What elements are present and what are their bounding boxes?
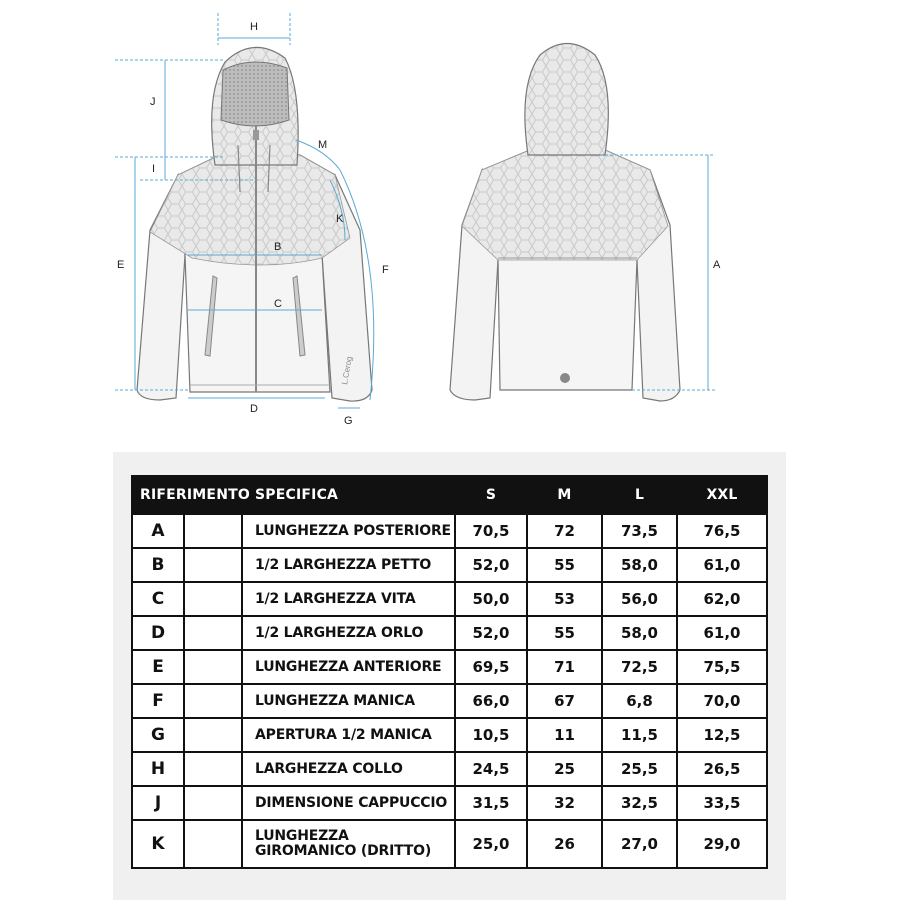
row-spacer	[184, 752, 242, 786]
row-spec	[242, 820, 455, 868]
row-spacer	[184, 548, 242, 582]
back-logo	[560, 373, 570, 383]
cell-l: 73,5	[602, 514, 677, 548]
header-size-l: L	[602, 476, 677, 514]
front-hood-opening	[221, 62, 289, 126]
row-spec: LUNGHEZZA POSTERIORE	[242, 514, 455, 548]
row-spec-line: GIROMANICO (DRITTO)	[255, 843, 432, 859]
table-row	[132, 752, 767, 786]
cell-m: 32	[527, 786, 602, 820]
cell-m: 53	[527, 582, 602, 616]
cell-s: 52,0	[455, 548, 527, 582]
cell-m: 11	[527, 718, 602, 752]
table-row	[132, 514, 767, 548]
cell-m: 72	[527, 514, 602, 548]
label-f: F	[382, 264, 389, 276]
row-spacer	[184, 582, 242, 616]
row-ref: C	[132, 582, 184, 616]
cell-s: 70,5	[455, 514, 527, 548]
row-spacer	[184, 786, 242, 820]
cell-l: 6,8	[602, 684, 677, 718]
row-spacer	[184, 684, 242, 718]
cell-l: 58,0	[602, 548, 677, 582]
label-m: M	[318, 139, 328, 151]
back-yoke	[462, 150, 668, 260]
header-size-xxl: XXL	[677, 476, 767, 514]
label-c: C	[274, 298, 282, 310]
size-chart-table	[131, 475, 768, 869]
label-j: J	[150, 96, 156, 108]
cell-xxl: 62,0	[677, 582, 767, 616]
row-spacer	[184, 820, 242, 868]
cell-xxl: 61,0	[677, 616, 767, 650]
brand-text: L.Cerog	[340, 355, 354, 386]
row-spec: 1/2 LARGHEZZA ORLO	[242, 616, 455, 650]
label-d: D	[250, 403, 258, 415]
table-row	[132, 718, 767, 752]
row-ref: K	[132, 820, 184, 868]
cell-l: 56,0	[602, 582, 677, 616]
row-ref: E	[132, 650, 184, 684]
cell-xxl: 26,5	[677, 752, 767, 786]
label-e: E	[117, 259, 125, 271]
cell-s: 69,5	[455, 650, 527, 684]
row-spec: LARGHEZZA COLLO	[242, 752, 455, 786]
cell-l: 58,0	[602, 616, 677, 650]
table-row	[132, 786, 767, 820]
row-ref: A	[132, 514, 184, 548]
cell-s: 31,5	[455, 786, 527, 820]
table-row	[132, 820, 767, 868]
cell-l: 25,5	[602, 752, 677, 786]
size-chart-panel	[113, 452, 786, 900]
cell-s: 10,5	[455, 718, 527, 752]
cell-xxl: 70,0	[677, 684, 767, 718]
cell-m: 26	[527, 820, 602, 868]
row-spec: DIMENSIONE CAPPUCCIO	[242, 786, 455, 820]
header-size-s: S	[455, 476, 527, 514]
label-b: B	[274, 241, 282, 253]
row-ref: G	[132, 718, 184, 752]
cell-m: 55	[527, 616, 602, 650]
label-h: H	[250, 21, 258, 33]
cell-l: 27,0	[602, 820, 677, 868]
label-g: G	[344, 415, 353, 427]
back-hood	[525, 44, 608, 156]
row-ref: H	[132, 752, 184, 786]
table-row	[132, 616, 767, 650]
cell-xxl: 61,0	[677, 548, 767, 582]
header-size-m: M	[527, 476, 602, 514]
cell-xxl: 76,5	[677, 514, 767, 548]
table-row	[132, 650, 767, 684]
label-k: K	[336, 213, 344, 225]
row-ref: B	[132, 548, 184, 582]
row-spec: 1/2 LARGHEZZA PETTO	[242, 548, 455, 582]
row-spec-line: LUNGHEZZA	[255, 828, 349, 844]
row-spec: LUNGHEZZA MANICA	[242, 684, 455, 718]
table-row	[132, 684, 767, 718]
front-yoke	[150, 155, 350, 265]
jacket-back	[450, 44, 680, 402]
row-spacer	[184, 718, 242, 752]
label-a: A	[713, 259, 721, 271]
header-riferimento: RIFERIMENTO	[132, 476, 242, 514]
row-spacer	[184, 514, 242, 548]
cell-xxl: 75,5	[677, 650, 767, 684]
row-spec: APERTURA 1/2 MANICA	[242, 718, 455, 752]
row-ref: F	[132, 684, 184, 718]
row-ref: D	[132, 616, 184, 650]
row-spacer	[184, 616, 242, 650]
cell-l: 72,5	[602, 650, 677, 684]
cell-l: 32,5	[602, 786, 677, 820]
header-specifica: SPECIFICA	[242, 476, 455, 514]
row-spec: 1/2 LARGHEZZA VITA	[242, 582, 455, 616]
table-row	[132, 582, 767, 616]
cell-s: 25,0	[455, 820, 527, 868]
cell-m: 67	[527, 684, 602, 718]
table-row	[132, 548, 767, 582]
cell-xxl: 29,0	[677, 820, 767, 868]
row-ref: J	[132, 786, 184, 820]
cell-s: 50,0	[455, 582, 527, 616]
cell-xxl: 12,5	[677, 718, 767, 752]
cell-m: 71	[527, 650, 602, 684]
jacket-diagram	[0, 0, 900, 430]
row-spacer	[184, 650, 242, 684]
row-spec: LUNGHEZZA ANTERIORE	[242, 650, 455, 684]
cell-s: 52,0	[455, 616, 527, 650]
cell-s: 66,0	[455, 684, 527, 718]
cell-xxl: 33,5	[677, 786, 767, 820]
cell-s: 24,5	[455, 752, 527, 786]
cell-m: 55	[527, 548, 602, 582]
cell-m: 25	[527, 752, 602, 786]
label-i: I	[152, 163, 156, 175]
cell-l: 11,5	[602, 718, 677, 752]
table-header-row	[132, 476, 767, 514]
